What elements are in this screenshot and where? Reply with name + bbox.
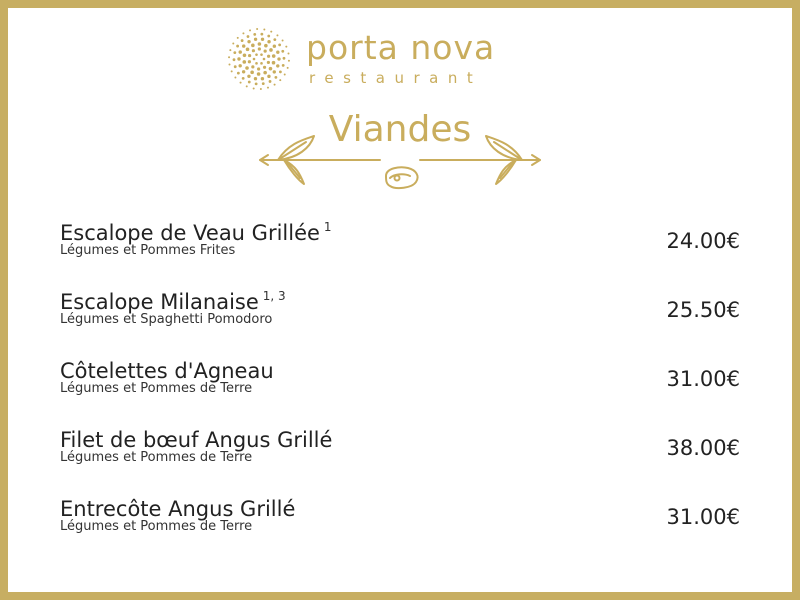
item-name: Escalope de Veau Grillée [60,221,320,245]
item-name: Côtelettes d'Agneau [60,359,274,383]
item-price: 31.00€ [666,505,740,529]
brand-name: porta nova [306,28,496,67]
item-name: Entrecôte Angus Grillé [60,497,296,521]
leaf-divider-icon [256,130,544,192]
item-price: 25.50€ [666,298,740,322]
menu-item [60,288,750,338]
item-description: Légumes et Pommes de Terre [60,519,253,534]
brand-subtitle: restaurant [309,69,483,87]
item-description: Légumes et Spaghetti Pomodoro [60,312,273,327]
menu-item [60,426,750,476]
sunburst-logo-icon [226,26,292,92]
item-description: Légumes et Pommes Frites [60,243,236,258]
menu-item [60,219,750,269]
item-price: 31.00€ [666,367,740,391]
item-name: Filet de bœuf Angus Grillé [60,428,333,452]
menu-item [60,357,750,407]
menu-item [60,495,750,545]
item-name: Escalope Milanaise [60,290,259,314]
item-description: Légumes et Pommes de Terre [60,381,253,396]
allergen-note: 1, 3 [262,289,286,303]
item-description: Légumes et Pommes de Terre [60,450,253,465]
section-title: Viandes [328,109,472,150]
item-price: 38.00€ [666,436,740,460]
allergen-note: 1 [323,220,332,234]
item-price: 24.00€ [666,229,740,253]
